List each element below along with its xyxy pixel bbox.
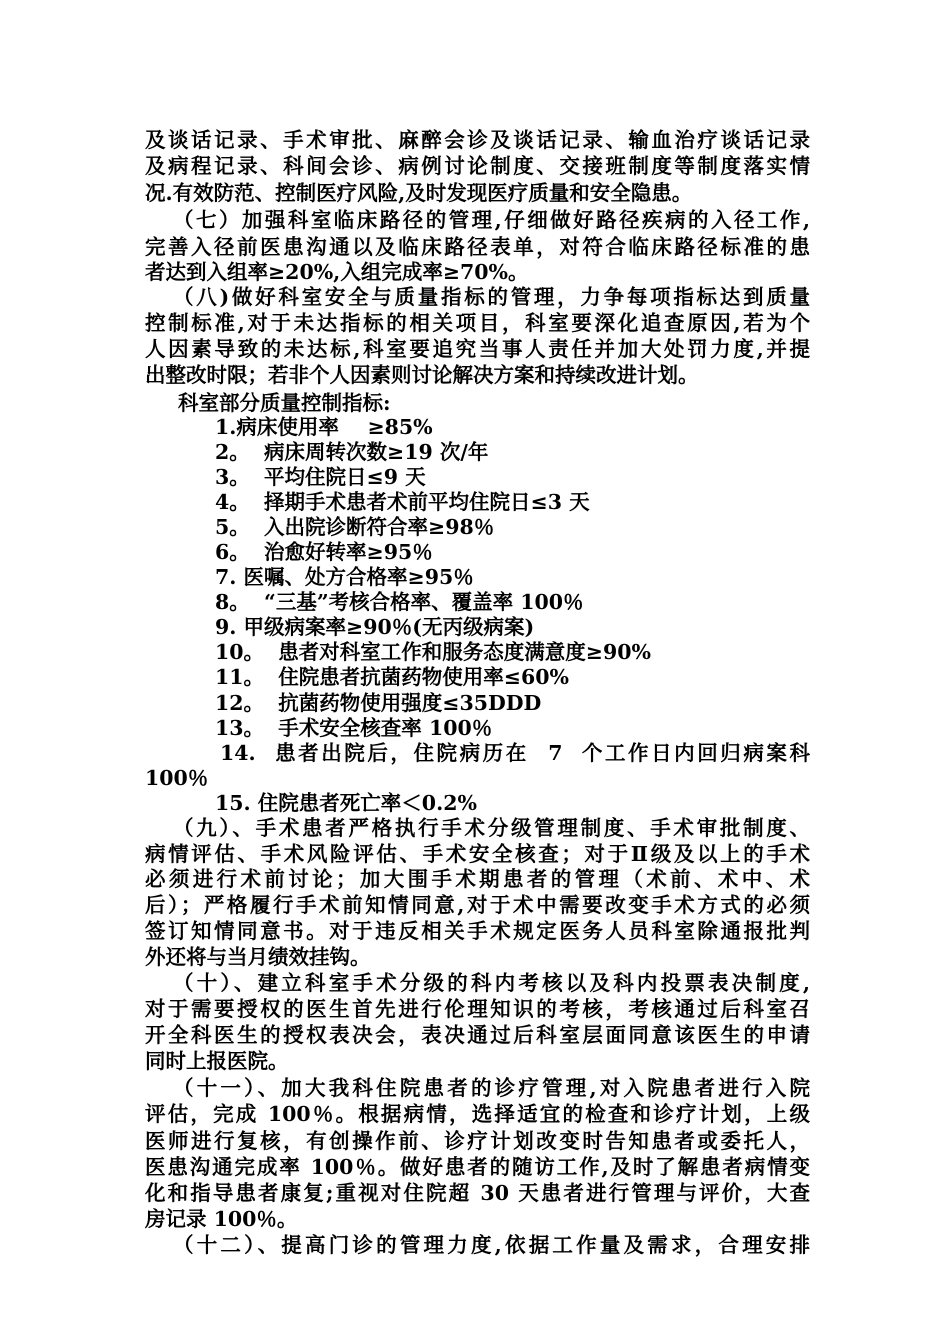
text-line: 开全科医生的授权表决会，表决通过后科室层面同意该医生的申请 xyxy=(145,1023,810,1047)
text-line: （十）、建立科室手术分级的科内考核以及科内投票表决制度, xyxy=(173,971,810,995)
text-line: 3。 平均住院日≤9 天 xyxy=(215,465,426,489)
text-line: 15. 住院患者死亡率＜0.2% xyxy=(215,791,477,815)
text-line: 及病程记录、科间会诊、病例讨论制度、交接班制度等制度落实情 xyxy=(145,154,810,178)
text-line: 评估，完成 100％。根据病情，选择适宜的检查和诊疗计划，上级 xyxy=(145,1102,810,1126)
text-line: （十一）、加大我科住院患者的诊疗管理,对入院患者进行入院 xyxy=(173,1076,810,1100)
text-line: 8。 “三基”考核合格率、覆盖率 100％ xyxy=(215,590,584,614)
text-line: 14. 患者出院后，住院病历在 7 个工作日内回归病案科 xyxy=(220,741,810,765)
text-line: 者达到入组率≥20%,入组完成率≥70%。 xyxy=(145,260,529,284)
text-line: 病情评估、手术风险评估、手术安全核查；对于Ⅱ级及以上的手术 xyxy=(145,842,810,866)
text-line: 13。 手术安全核查率 100％ xyxy=(215,716,493,740)
text-line: （七）加强科室临床路径的管理,仔细做好路径疾病的入径工作, xyxy=(173,208,810,232)
text-line: 10。 患者对科室工作和服务态度满意度≥90% xyxy=(215,640,651,664)
text-line: 12。 抗菌药物使用强度≤35DDD xyxy=(215,691,542,715)
text-line: 医患沟通完成率 100％。做好患者的随访工作,及时了解患者病情变 xyxy=(145,1155,810,1179)
text-line: 出整改时限；若非个人因素则讨论解决方案和持续改进计划。 xyxy=(145,363,699,387)
text-line: 11。 住院患者抗菌药物使用率≤60% xyxy=(215,665,569,689)
text-line: 人因素导致的未达标,科室要追究当事人责任并加大处罚力度,并提 xyxy=(145,337,810,361)
text-line: 化和指导患者康复;重视对住院超 30 天患者进行管理与评价，大查 xyxy=(145,1181,810,1205)
text-line: 5。 入出院诊断符合率≥98％ xyxy=(215,515,495,539)
text-line: 及谈话记录、手术审批、麻醉会诊及谈话记录、输血治疗谈话记录 xyxy=(145,128,810,152)
text-line: （八)做好科室安全与质量指标的管理，力争每项指标达到质量 xyxy=(173,285,810,309)
text-line: 2。 病床周转次数≥19 次/年 xyxy=(215,440,489,464)
text-line: 6。 治愈好转率≥95％ xyxy=(215,540,433,564)
text-line: 1.病床使用率 ≥85% xyxy=(215,415,433,439)
text-line: 医师进行复核，有创操作前、诊疗计划改变时告知患者或委托人， xyxy=(145,1129,810,1153)
text-line: 对于需要授权的医生首先进行伦理知识的考核，考核通过后科室召 xyxy=(145,997,810,1021)
text-line: 况.有效防范、控制医疗风险,及时发现医疗质量和安全隐患。 xyxy=(145,181,693,205)
text-line: 科室部分质量控制指标: xyxy=(178,391,391,415)
text-line: 外还将与当月绩效挂钩。 xyxy=(145,945,371,969)
text-line: （九）、手术患者严格执行手术分级管理制度、手术审批制度、 xyxy=(173,816,810,840)
text-line: 9. 甲级病案率≥90％(无丙级病案) xyxy=(215,615,535,639)
text-line: 同时上报医院。 xyxy=(145,1049,289,1073)
text-line: 必须进行术前讨论；加大围手术期患者的管理（术前、术中、术 xyxy=(145,867,810,891)
text-line: 后）；严格履行手术前知情同意,对于术中需要改变手术方式的必须 xyxy=(145,893,810,917)
text-line: 100％ xyxy=(145,766,209,790)
text-line: 7. 医嘱、处方合格率≥95％ xyxy=(215,565,474,589)
text-line: 签订知情同意书。对于违反相关手术规定医务人员科室除通报批判 xyxy=(145,919,810,943)
text-line: 完善入径前医患沟通以及临床路径表单，对符合临床路径标准的患 xyxy=(145,235,810,259)
text-line: （十二）、提高门诊的管理力度,依据工作量及需求，合理安排 xyxy=(173,1233,810,1257)
text-line: 控制标准,对于未达指标的相关项目，科室要深化追查原因,若为个 xyxy=(145,311,810,335)
text-line: 4。 择期手术患者术前平均住院日≤3 天 xyxy=(215,490,590,514)
text-line: 房记录 100％。 xyxy=(145,1207,298,1231)
